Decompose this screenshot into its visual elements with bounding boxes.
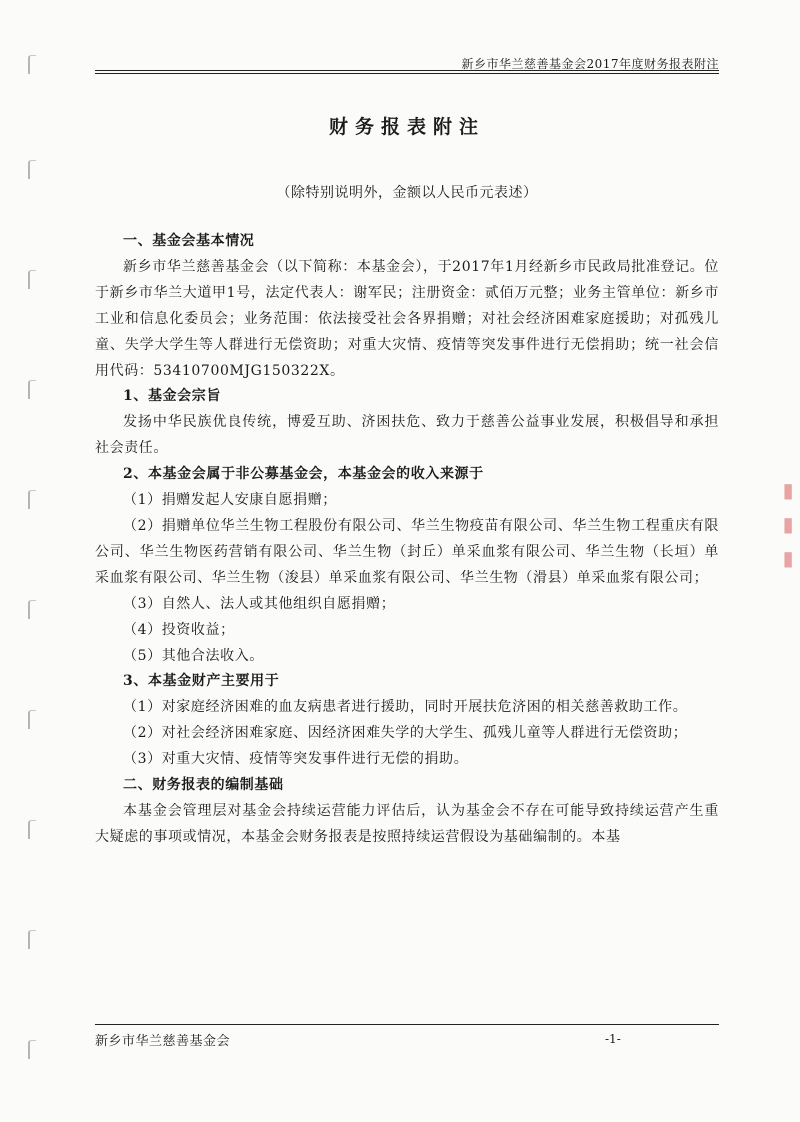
section-heading: 3、本基金财产主要用于 (123, 673, 280, 690)
binding-mark (28, 55, 36, 74)
section-heading: 2、本基金会属于非公募基金会，本基金会的收入来源于 (123, 466, 484, 483)
header-rule (95, 70, 719, 71)
section-heading: 二、财务报表的编制基础 (123, 777, 284, 794)
paragraph: 本基金会管理层对基金会持续运营能力评估后，认为基金会不存在可能导致持续运营产生重大疑虑的事项或情况，本基金会财务报表是按照持续运营假设为基础编制的。本基 (95, 802, 719, 845)
paragraph: （4）投资收益； (123, 621, 235, 638)
paragraph: （2）对社会经济困难家庭、因经济困难失学的大学生、孤残儿童等人群进行无偿资助； (123, 725, 688, 742)
page-subtitle: （除特别说明外，金额以人民币元表述） (276, 185, 538, 201)
paragraph: 新乡市华兰慈善基金会（以下简称：本基金会），于2017年1月经新乡市民政局批准登记。位于新乡市华兰大道甲1号，法定代表人：谢军民；注册资金：贰佰万元整；业务主管单位：新乡市工业和信息化委员会；业务范围：依法接受社会各界捐赠；对社会经济困难家庭援助；对孤残儿童、失学大学生等人群进行无偿资助；对重大灾情、疫情等突发事件进行无偿捐助；统一社会信用代码：53410700MJG150322X。 (95, 258, 719, 379)
binding-mark (28, 380, 36, 399)
binding-mark (28, 160, 36, 179)
section-heading: 一、基金会基本情况 (123, 233, 255, 249)
binding-mark (28, 930, 36, 949)
binding-mark (28, 490, 36, 509)
page-title: 财务报表附注 (328, 116, 485, 138)
paragraph: （3）自然人、法人或其他组织自愿捐赠； (123, 595, 396, 612)
paragraph: （3）对重大灾情、疫情等突发事件进行无偿的捐助。 (123, 751, 469, 768)
paragraph: （5）其他合法收入。 (123, 647, 264, 664)
binding-mark (28, 1040, 36, 1059)
binding-mark (28, 710, 36, 729)
paragraph: 发扬中华民族优良传统，博爱互助、济困扶危、致力于慈善公益事业发展，积极倡导和承担社会责任。 (95, 414, 719, 457)
binding-mark (28, 600, 36, 619)
header-rule (95, 73, 719, 74)
binding-mark (28, 270, 36, 289)
page-header: 新乡市华兰慈善基金会2017年度财务报表附注 (461, 57, 719, 71)
footer-org: 新乡市华兰慈善基金会 (95, 1034, 231, 1049)
paragraph: （2）捐赠单位华兰生物工程股份有限公司、华兰生物疫苗有限公司、华兰生物工程重庆有限公司、华兰生物医药营销有限公司、华兰生物（封丘）单采血浆有限公司、华兰生物（长垣）单采血浆有限公司、华兰生物（浚县）单采血浆有限公司、华兰生物（滑县）单采血浆有限公司； (95, 517, 719, 586)
footer-rule (95, 1024, 719, 1025)
binding-mark (28, 820, 36, 839)
section-heading: 1、基金会宗旨 (123, 388, 221, 405)
seal-stamp: ▮▮▮ (776, 478, 800, 580)
document-body (95, 229, 719, 851)
paragraph: （1）对家庭经济困难的血友病患者进行援助，同时开展扶危济困的相关慈善救助工作。 (123, 699, 688, 716)
paragraph: （1）捐赠发起人安康自愿捐赠； (123, 492, 337, 509)
page-number: -1- (605, 1032, 621, 1046)
